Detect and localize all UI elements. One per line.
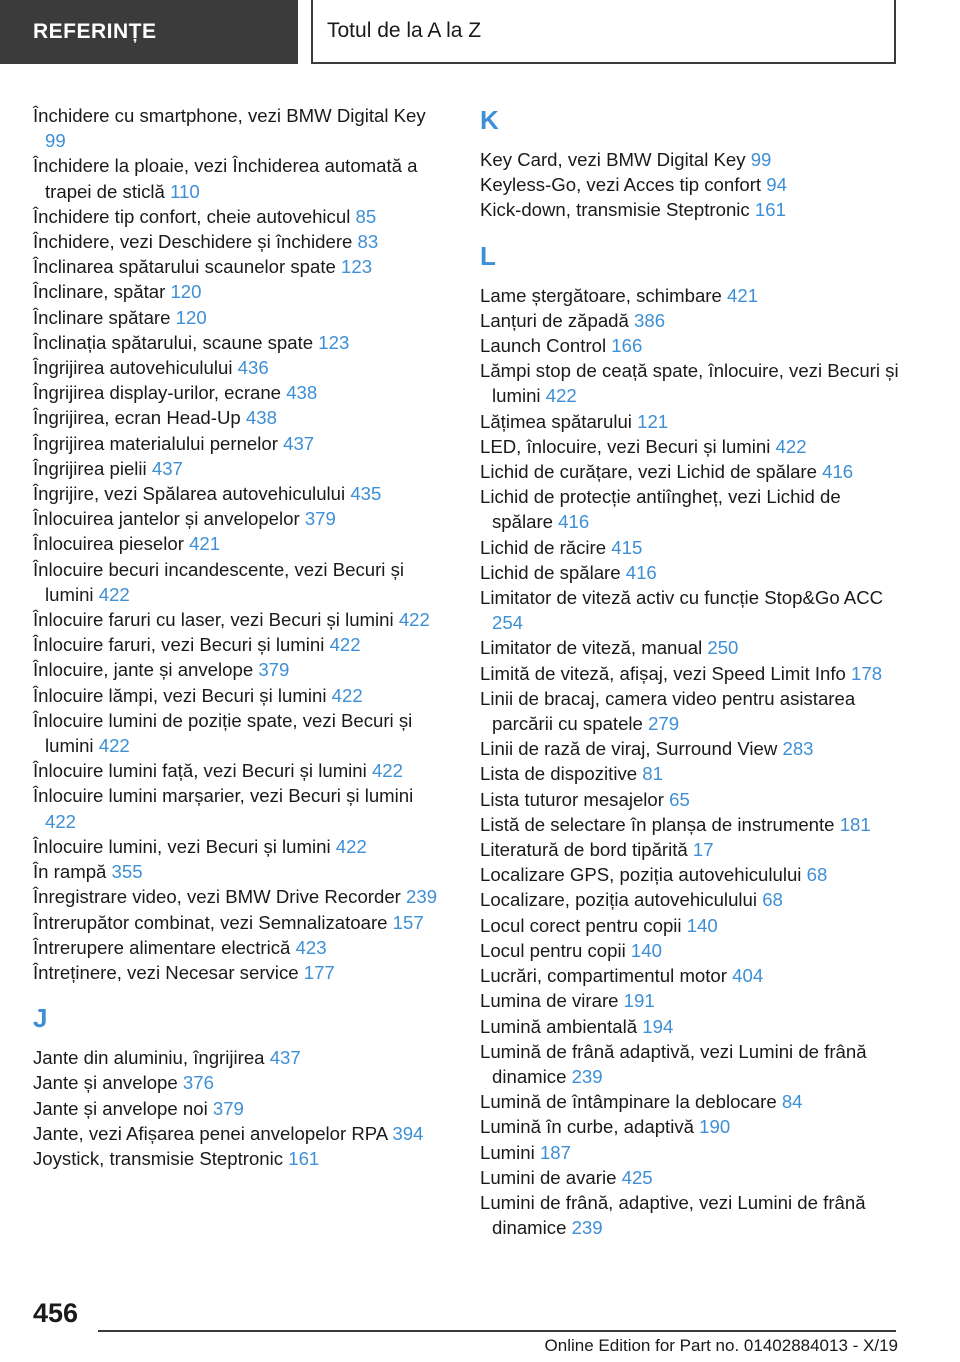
index-entry-text: Înlocuire lumini, vezi Becuri și lumini: [33, 835, 336, 857]
index-entry-text: Jante din aluminiu, îngrijirea: [33, 1047, 270, 1069]
index-entry-page-link[interactable]: 68: [762, 889, 783, 911]
index-entry-page-link[interactable]: 422: [335, 835, 367, 857]
index-letter-l: L: [480, 240, 496, 271]
index-entry-page-link[interactable]: 394: [392, 1122, 424, 1144]
index-entry-text: Lumini: [480, 1141, 540, 1163]
footer-divider: [98, 1330, 896, 1332]
index-column-left: [33, 103, 448, 1171]
index-entry-text: Jante și anvelope: [33, 1072, 183, 1094]
index-entry-text: Lichid de protecție antiîngheț, vezi Lichid de spălare: [480, 486, 841, 533]
index-entry: [480, 963, 900, 988]
index-entry-text: Închidere tip confort, cheie autovehicul: [33, 205, 356, 227]
index-entry: [33, 834, 448, 859]
index-letter-j: J: [33, 1003, 48, 1034]
index-entry-page-link[interactable]: 17: [692, 839, 714, 861]
index-entry: [33, 254, 448, 279]
index-letter-k: K: [480, 105, 499, 135]
index-entry-page-link[interactable]: 120: [170, 281, 202, 303]
index-entry-page-link[interactable]: 416: [558, 511, 590, 533]
index-entry-page-link[interactable]: 425: [621, 1166, 653, 1188]
index-entry: [480, 484, 900, 534]
index-entry: [480, 197, 900, 222]
index-entry-text: Întreținere, vezi Necesar service: [33, 961, 304, 983]
index-entry: [33, 960, 448, 985]
index-entry-page-link[interactable]: 177: [303, 961, 335, 983]
index-entry-text: Linii de rază de viraj, Surround View: [480, 738, 783, 760]
index-entry: [480, 358, 900, 408]
page-header: [311, 0, 896, 64]
index-entry-page-link[interactable]: 123: [318, 331, 350, 353]
index-entry-text: Limitator de viteză activ cu funcție Stop&Go ACC: [480, 587, 884, 609]
index-entry: [33, 279, 448, 304]
index-entry-page-link[interactable]: 437: [283, 432, 315, 454]
index-entry: [33, 859, 448, 884]
index-entry-page-link[interactable]: 239: [406, 886, 438, 908]
index-entry-page-link[interactable]: 190: [699, 1116, 731, 1138]
index-entry: [480, 787, 900, 812]
index-entry-text: Literatură de bord tipărită: [480, 839, 693, 861]
index-entry-page-link[interactable]: 422: [98, 735, 130, 757]
index-entry-text: Joystick, transmisie Steptronic: [33, 1147, 289, 1169]
index-entry-page-link[interactable]: 421: [189, 533, 221, 555]
index-entry: [33, 330, 448, 355]
index-entry-page-link[interactable]: 379: [212, 1097, 244, 1119]
index-entry-text: Îngrijirea pielii: [33, 457, 152, 479]
index-entry-text: Înlocuire lămpi, vezi Becuri și lumini: [33, 684, 332, 706]
index-entry: [480, 862, 900, 887]
index-entry-text: Înlocuire faruri cu laser, vezi Becuri și lumini: [33, 609, 399, 631]
index-entry-page-link[interactable]: 140: [686, 914, 718, 936]
index-entry-text: Kick-down, transmisie Steptronic: [480, 199, 755, 221]
index-entry-text: Înlocuire faruri, vezi Becuri și lumini: [33, 634, 330, 656]
index-entry: [480, 1190, 900, 1240]
index-entry: [33, 506, 448, 531]
index-entry-text: Lumină în curbe, adaptivă: [480, 1116, 700, 1138]
index-entry-page-link[interactable]: 422: [45, 810, 77, 832]
index-entry-page-link[interactable]: 85: [355, 205, 377, 227]
index-entry-text: Înlocuirea jantelor și anvelopelor: [33, 508, 305, 530]
index-entry-text: Lanțuri de zăpadă: [480, 309, 635, 331]
index-entry-text: Lichid de spălare: [480, 561, 626, 583]
index-entry: [33, 783, 448, 833]
index-entry-page-link[interactable]: 191: [623, 990, 655, 1012]
index-entry-page-link[interactable]: 121: [637, 410, 669, 432]
index-entry-page-link[interactable]: 166: [611, 335, 643, 357]
index-entry: [480, 283, 900, 308]
index-entry: [480, 585, 900, 635]
index-entry: [480, 1140, 900, 1165]
index-entry: [33, 380, 448, 405]
index-entry-text: Înclinare spătare: [33, 306, 176, 328]
index-entry: [33, 607, 448, 632]
index-entry-text: Întrerupător combinat, vezi Semnalizatoare: [33, 911, 393, 933]
index-entry-text: Launch Control: [480, 335, 612, 357]
index-entry: [480, 1165, 900, 1190]
index-entry: [480, 1114, 900, 1139]
index-entry: [480, 1014, 900, 1039]
index-entry: [33, 229, 448, 254]
index-entry-page-link[interactable]: 181: [839, 813, 871, 835]
index-entry: [480, 147, 900, 172]
index-entry: [33, 935, 448, 960]
index-entry-page-link[interactable]: 99: [45, 130, 66, 152]
index-entry: [33, 884, 448, 909]
index-entry-page-link[interactable]: 120: [175, 306, 207, 328]
index-entry-text: Înlocuire, jante și anvelope: [33, 659, 259, 681]
index-entry-text: Lucrări, compartimentul motor: [480, 965, 733, 987]
index-entry-page-link[interactable]: 423: [295, 936, 327, 958]
index-entry-page-link[interactable]: 437: [269, 1047, 301, 1069]
index-entry: [33, 1045, 448, 1070]
index-entry: [33, 103, 448, 153]
index-entry: [33, 632, 448, 657]
index-entry-text: Listă de selectare în planșa de instrumente: [480, 813, 840, 835]
index-entry: [480, 938, 900, 963]
index-entry-text: În rampă: [33, 861, 112, 883]
index-entry-text: Întrerupere alimentare electrică: [33, 936, 296, 958]
index-entry-text: Lămpi stop de ceață spate, înlocuire, vezi Becuri și lumini: [480, 360, 899, 407]
index-entry-text: Localizare, poziția autovehiculului: [480, 889, 763, 911]
index-entry: [33, 481, 448, 506]
index-entry: [480, 409, 900, 434]
index-entry: [33, 910, 448, 935]
index-entry-page-link[interactable]: 283: [782, 738, 814, 760]
index-entry-page-link[interactable]: 416: [822, 461, 854, 483]
index-entry-text: Înlocuirea pieselor: [33, 533, 190, 555]
index-entry-page-link[interactable]: 81: [642, 763, 663, 785]
index-entry: [480, 686, 900, 736]
index-entry: [33, 153, 448, 203]
index-entry-text: Înclinarea spătarului scaunelor spate: [33, 256, 342, 278]
index-entry-page-link[interactable]: 415: [611, 536, 643, 558]
index-entry-page-link[interactable]: 386: [634, 309, 666, 331]
index-entry: [33, 758, 448, 783]
index-entry: [480, 434, 900, 459]
index-entry-page-link[interactable]: 435: [350, 483, 382, 505]
page-number: 456: [33, 1298, 79, 1328]
index-entry-page-link[interactable]: 422: [545, 385, 577, 407]
index-entry: [33, 1121, 448, 1146]
index-entry: [33, 355, 448, 380]
index-entry: [33, 1070, 448, 1095]
index-entry: [480, 308, 900, 333]
index-entry-text: Îngrijirea display-urilor, ecrane: [33, 382, 287, 404]
index-entry-page-link[interactable]: 123: [341, 256, 373, 278]
index-entry: [33, 305, 448, 330]
index-entry: [480, 172, 900, 197]
index-entry-page-link[interactable]: 194: [642, 1015, 674, 1037]
index-entry-text: Înclinare, spătar: [33, 281, 171, 303]
index-entry-text: Key Card, vezi BMW Digital Key: [480, 149, 751, 170]
index-entry-page-link[interactable]: 376: [182, 1072, 214, 1094]
index-entry-page-link[interactable]: 110: [170, 180, 200, 202]
index-entry-page-link[interactable]: 161: [754, 199, 786, 221]
index-entry: [480, 988, 900, 1013]
index-entry-text: Lumini de avarie: [480, 1166, 622, 1188]
index-entry-page-link[interactable]: 438: [286, 382, 318, 404]
index-entry-page-link[interactable]: 239: [571, 1217, 603, 1239]
index-entry-page-link[interactable]: 422: [331, 684, 363, 706]
index-entry-text: Lumină de frână adaptivă, vezi Lumini de frână dinamice: [480, 1040, 867, 1087]
index-entry: [33, 204, 448, 229]
index-entry-text: Înclinația spătarului, scaune spate: [33, 331, 319, 353]
index-entry-text: Lumină ambientală: [480, 1015, 643, 1037]
index-entry-page-link[interactable]: 404: [732, 965, 764, 987]
index-entry: [33, 657, 448, 682]
index-entry-page-link[interactable]: 94: [766, 174, 787, 196]
index-entry-page-link[interactable]: 436: [237, 357, 269, 379]
index-entry-text: Înlocuire lumini marșarier, vezi Becuri și lumini: [33, 785, 414, 807]
index-entry-page-link[interactable]: 65: [669, 788, 690, 810]
index-entry-text: LED, înlocuire, vezi Becuri și lumini: [480, 435, 776, 457]
index-entry: [480, 333, 900, 358]
index-entry-page-link[interactable]: 239: [571, 1065, 603, 1087]
index-entry: [33, 708, 448, 758]
section-tab: [0, 0, 298, 64]
index-entry-text: Linii de bracaj, camera video pentru asistarea parcării cu spatele: [480, 687, 856, 735]
index-entry-page-link[interactable]: 422: [329, 634, 361, 656]
index-entry-text: Lista tuturor mesajelor: [480, 788, 670, 810]
index-entry-text: Lățimea spătarului: [480, 410, 638, 432]
index-entry: [480, 887, 900, 912]
index-entry-text: Îngrijire, vezi Spălarea autovehiculului: [33, 483, 351, 505]
index-entry-page-link[interactable]: 379: [258, 659, 290, 681]
index-entry: [480, 560, 900, 585]
index-entry-page-link[interactable]: 416: [625, 561, 657, 583]
index-entry: [480, 837, 900, 862]
index-entry-page-link[interactable]: 422: [398, 609, 430, 631]
footer-edition: Online Edition for Part no. 01402884013 - X/19: [544, 1336, 898, 1355]
index-entry-text: Lichid de răcire: [480, 536, 612, 558]
index-entry: [480, 1039, 900, 1089]
index-entry-text: Înlocuire lumini față, vezi Becuri și lumini: [33, 760, 372, 782]
page-title: Totul de la A la Z: [327, 19, 482, 42]
index-entry: [33, 557, 448, 607]
index-entry-text: Îngrijirea materialului pernelor: [33, 432, 284, 454]
index-entry: [480, 1089, 900, 1114]
index-entry-text: Lumini de frână, adaptive, vezi Lumini de frână dinamice: [480, 1191, 866, 1239]
index-entry-text: Înlocuire lumini de poziție spate, vezi Becuri și lumini: [33, 709, 413, 757]
index-entry-page-link[interactable]: 422: [775, 435, 807, 457]
index-entry: [33, 1146, 448, 1171]
index-entry-text: Limită de viteză, afișaj, vezi Speed Limit Info: [480, 662, 852, 684]
index-entry-page-link[interactable]: 83: [357, 231, 379, 253]
index-entry-text: Lumină de întâmpinare la deblocare: [480, 1091, 782, 1113]
index-entry-page-link[interactable]: 99: [750, 149, 772, 170]
index-entry: [480, 535, 900, 560]
index-entry-page-link[interactable]: 279: [648, 713, 680, 735]
index-entry-text: Lame ștergătoare, schimbare: [480, 284, 728, 306]
index-entry-text: Jante, vezi Afișarea penei anvelopelor RPA: [33, 1122, 393, 1144]
index-entry-text: Locul pentru copii: [480, 939, 631, 961]
index-group-j: [33, 1045, 448, 1171]
index-entry: [33, 1096, 448, 1121]
index-group-l: [480, 283, 900, 1241]
index-entry-text: Lumina de virare: [480, 990, 624, 1012]
section-title: REFERINȚE: [33, 20, 157, 43]
index-entry-text: Îngrijirea autovehiculului: [33, 357, 238, 379]
index-entry-text: Limitator de viteză, manual: [480, 637, 708, 659]
index-entry: [480, 761, 900, 786]
index-entry: [480, 635, 900, 660]
index-entry: [33, 431, 448, 456]
index-entry-page-link[interactable]: 379: [304, 508, 336, 530]
index-entry-text: Înregistrare video, vezi BMW Drive Recorder: [33, 886, 407, 908]
index-group-i: [33, 103, 448, 985]
index-entry-page-link[interactable]: 68: [806, 864, 828, 886]
index-entry-text: Înlocuire becuri incandescente, vezi Becuri și lumini: [33, 558, 405, 605]
index-entry-text: Lista de dispozitive: [480, 763, 643, 785]
index-entry-page-link[interactable]: 250: [707, 637, 739, 659]
index-entry-page-link[interactable]: 254: [492, 612, 524, 634]
index-entry: [480, 736, 900, 761]
index-entry-text: Locul corect pentru copii: [480, 914, 687, 936]
index-entry: [33, 405, 448, 430]
index-entry-page-link[interactable]: 187: [539, 1141, 571, 1163]
index-group-k: [480, 147, 900, 223]
index-entry: [480, 459, 900, 484]
index-entry-text: Localizare GPS, poziția autovehiculului: [480, 864, 807, 886]
index-entry-page-link[interactable]: 178: [851, 662, 883, 684]
index-entry-text: Jante și anvelope noi: [33, 1097, 213, 1119]
index-entry-page-link[interactable]: 161: [288, 1147, 320, 1169]
index-entry-page-link[interactable]: 422: [98, 583, 130, 605]
index-entry-page-link[interactable]: 438: [245, 407, 277, 429]
index-entry-page-link[interactable]: 355: [111, 861, 143, 883]
index-entry-text: Îngrijirea, ecran Head-Up: [33, 407, 246, 429]
index-entry: [33, 531, 448, 556]
index-entry-text: Lichid de curățare, vezi Lichid de spălare: [480, 461, 823, 483]
index-entry: [480, 812, 900, 837]
index-entry-text: Keyless-Go, vezi Acces tip confort: [480, 174, 767, 196]
index-entry: [480, 913, 900, 938]
index-entry: [33, 683, 448, 708]
index-entry-page-link[interactable]: 140: [630, 939, 662, 961]
index-entry: [480, 661, 900, 686]
index-entry-text: Închidere, vezi Deschidere și închidere: [33, 231, 358, 253]
index-entry-page-link[interactable]: 157: [392, 911, 424, 933]
index-entry-page-link[interactable]: 421: [727, 284, 759, 306]
index-entry-text: Închidere cu smartphone, vezi BMW Digital Key: [33, 105, 426, 126]
index-entry-page-link[interactable]: 84: [781, 1091, 803, 1113]
index-entry-page-link[interactable]: 437: [151, 457, 183, 479]
index-column-right: [480, 103, 900, 1240]
index-entry-page-link[interactable]: 422: [371, 760, 403, 782]
index-entry-text: Închidere la ploaie, vezi Închiderea automată a trapei de sticlă: [33, 155, 418, 202]
index-entry: [33, 456, 448, 481]
